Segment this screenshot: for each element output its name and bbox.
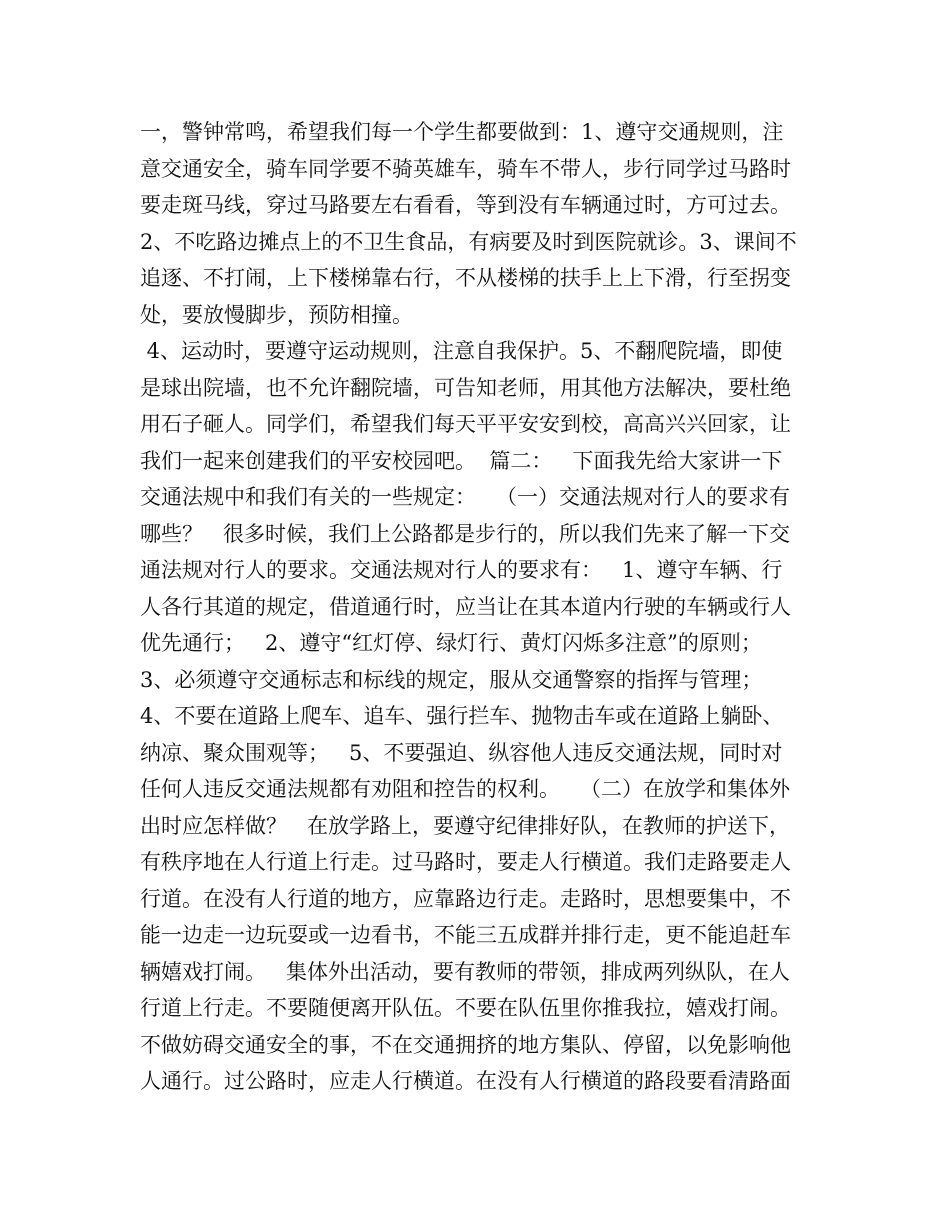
text-line: 一，警钟常鸣，希望我们每一个学生都要做到：1、遵守交通规则，注: [140, 120, 784, 144]
text-line: 纳凉、聚众围观等； 5、不要强迫、纵容他人违反交通法规，同时对: [140, 740, 783, 765]
text-line: 2、不吃路边摊点上的不卫生食品，有病要及时到医院就诊。3、课间不: [140, 229, 797, 254]
text-line: 4、运动时，要遵守运动规则，注意自我保护。5、不翻爬院墙，即使: [140, 339, 783, 363]
text-line: 4、不要在道路上爬车、追车、强行拦车、抛物击车或在道路上躺卧、: [140, 704, 784, 728]
text-line: 是球出院墙，也不允许翻院墙，可告知老师，用其他方法解决，要杜绝: [140, 375, 791, 400]
text-line: 人各行其道的规定，借道通行时，应当让在其本道内行驶的车辆或行人: [140, 594, 791, 619]
text-line: 优先通行； 2、遵守“红灯停、绿灯行、黄灯闪烁多注意”的原则；: [140, 631, 762, 655]
text-line: 有秩序地在人行道上行走。过马路时，要走人行横道。我们走路要走人: [140, 850, 791, 874]
text-line: 意交通安全，骑车同学要不骑英雄车，骑车不带人，步行同学过马路时: [140, 156, 791, 181]
text-line: 不做妨碍交通安全的事，不在交通拥挤的地方集队、停留，以免影响他: [140, 1032, 791, 1057]
text-line: 行道。在没有人行道的地方，应靠路边行走。走路时，思想要集中，不: [140, 886, 791, 911]
text-line: 3、必须遵守交通标志和标线的规定，服从交通警察的指挥与管理；: [140, 667, 763, 692]
text-line: 出时应怎样做？ 在放学路上，要遵守纪律排好队，在教师的护送下，: [140, 813, 791, 838]
text-line: 通法规对行人的要求。交通法规对行人的要求有： 1、遵守车辆、行: [140, 558, 783, 582]
text-line: 用石子砸人。同学们，希望我们每天平平安安到校，高高兴兴回家，让: [140, 412, 791, 436]
text-line: 要走斑马线，穿过马路要左右看看，等到没有车辆通过时，方可过去。: [140, 193, 791, 217]
text-line: 交通法规中和我们有关的一些规定： （一）交通法规对行人的要求有: [140, 485, 791, 509]
text-line: 辆嬉戏打闹。 集体外出活动，要有教师的带领，排成两列纵队，在人: [140, 959, 791, 984]
body-text: [140, 114, 840, 1100]
text-line: 能一边走一边玩耍或一边看书，不能三五成群并排行走，更不能追赶车: [140, 923, 791, 947]
text-line: 哪些？ 很多时候，我们上公路都是步行的，所以我们先来了解一下交: [140, 521, 791, 546]
text-line: 任何人违反交通法规都有劝阻和控告的权利。 （二）在放学和集体外: [140, 777, 791, 801]
text-line: 我们一起来创建我们的平安校园吧。 篇二： 下面我先给大家讲一下: [140, 448, 783, 473]
text-line: 行道上行走。不要随便离开队伍。不要在队伍里你推我拉，嬉戏打闹。: [140, 996, 791, 1020]
text-line: 处，要放慢脚步，预防相撞。: [140, 302, 413, 327]
text-line: 追逐、不打闹，上下楼梯靠右行，不从楼梯的扶手上上下滑，行至拐变: [140, 266, 791, 290]
text-line: 人通行。过公路时，应走人行横道。在没有人行横道的路段要看清路面: [140, 1069, 791, 1093]
